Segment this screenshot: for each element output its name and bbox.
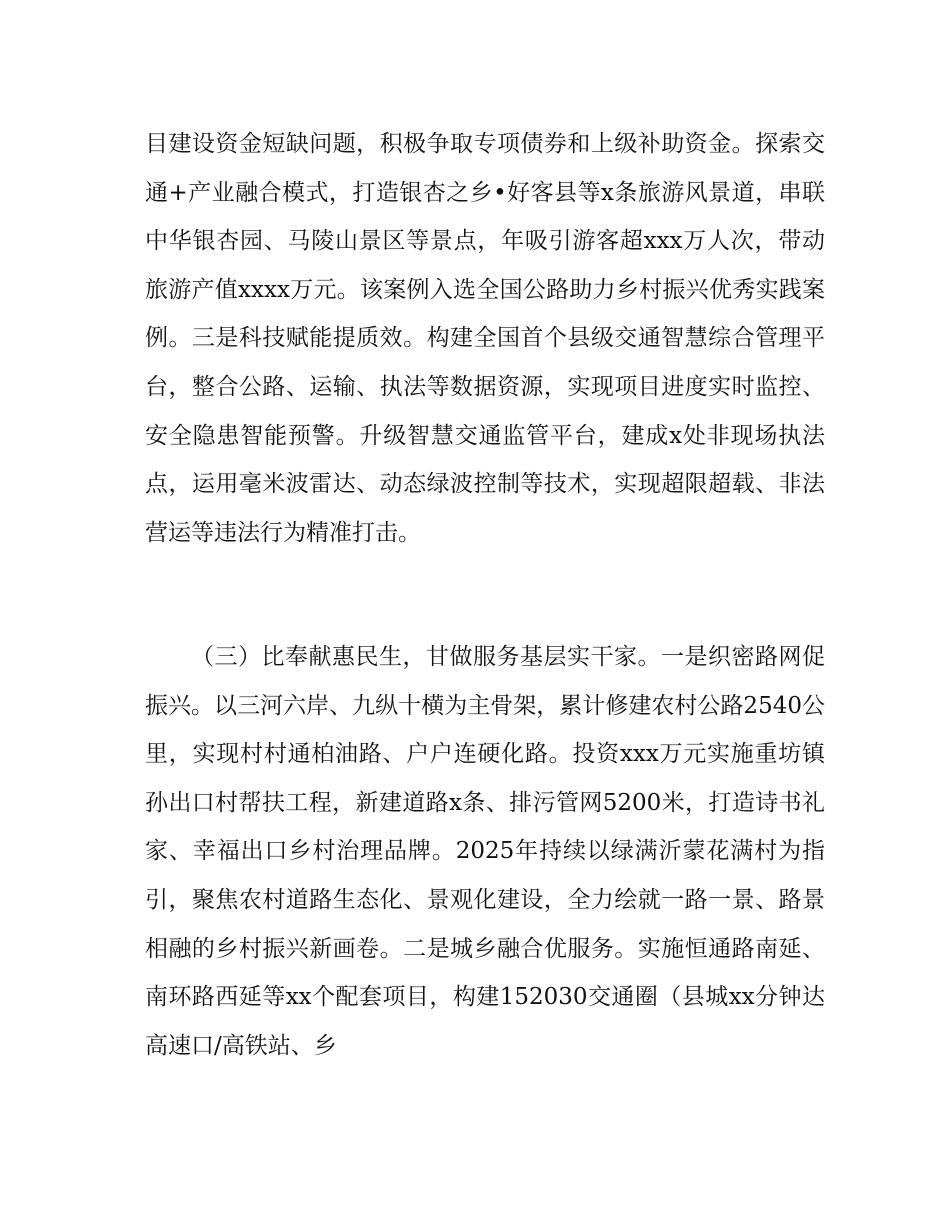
paragraph-section-three: （三）比奉献惠民生，甘做服务基层实干家。一是织密路网促振兴。以三河六岸、九纵十横为主骨架，累计修建农村公路2540公里，实现村村通柏油路、户户连硬化路。投资xxx万元实施重坊镇孙出口村帮扶工程，新建道路x条、排污管网5200米，打造诗书礼家、幸福出口乡村治理品牌。2025年持续以绿满沂蒙花满村为指引，聚焦农村道路生态化、景观化建设，全力绘就一路一景、路景相融的乡村振兴新画卷。二是城乡融合优服务。实施恒通路南延、南环路西延等xx个配套项目，构建152030交通圈（县城xx分钟达高速口/高铁站、乡 bbox=[145, 644, 825, 1059]
paragraph-continuation: 目建设资金短缺问题，积极争取专项债券和上级补助资金。探索交通+产业融合模式，打造银杏之乡•好客县等x条旅游风景道，串联中华银杏园、马陵山景区等景点，年吸引游客超xxx万人次，带动旅游产值xxxx万元。该案例入选全国公路助力乡村振兴优秀实践案例。三是科技赋能提质效。构建全国首个县级交通智慧综合管理平台，整合公路、运输、执法等数据资源，实现项目进度实时监控、安全隐患智能预警。升级智慧交通监管平台，建成x处非现场执法点，运用毫米波雷达、动态绿波控制等技术，实现超限超载、非法营运等违法行为精准打击。 bbox=[145, 131, 825, 546]
